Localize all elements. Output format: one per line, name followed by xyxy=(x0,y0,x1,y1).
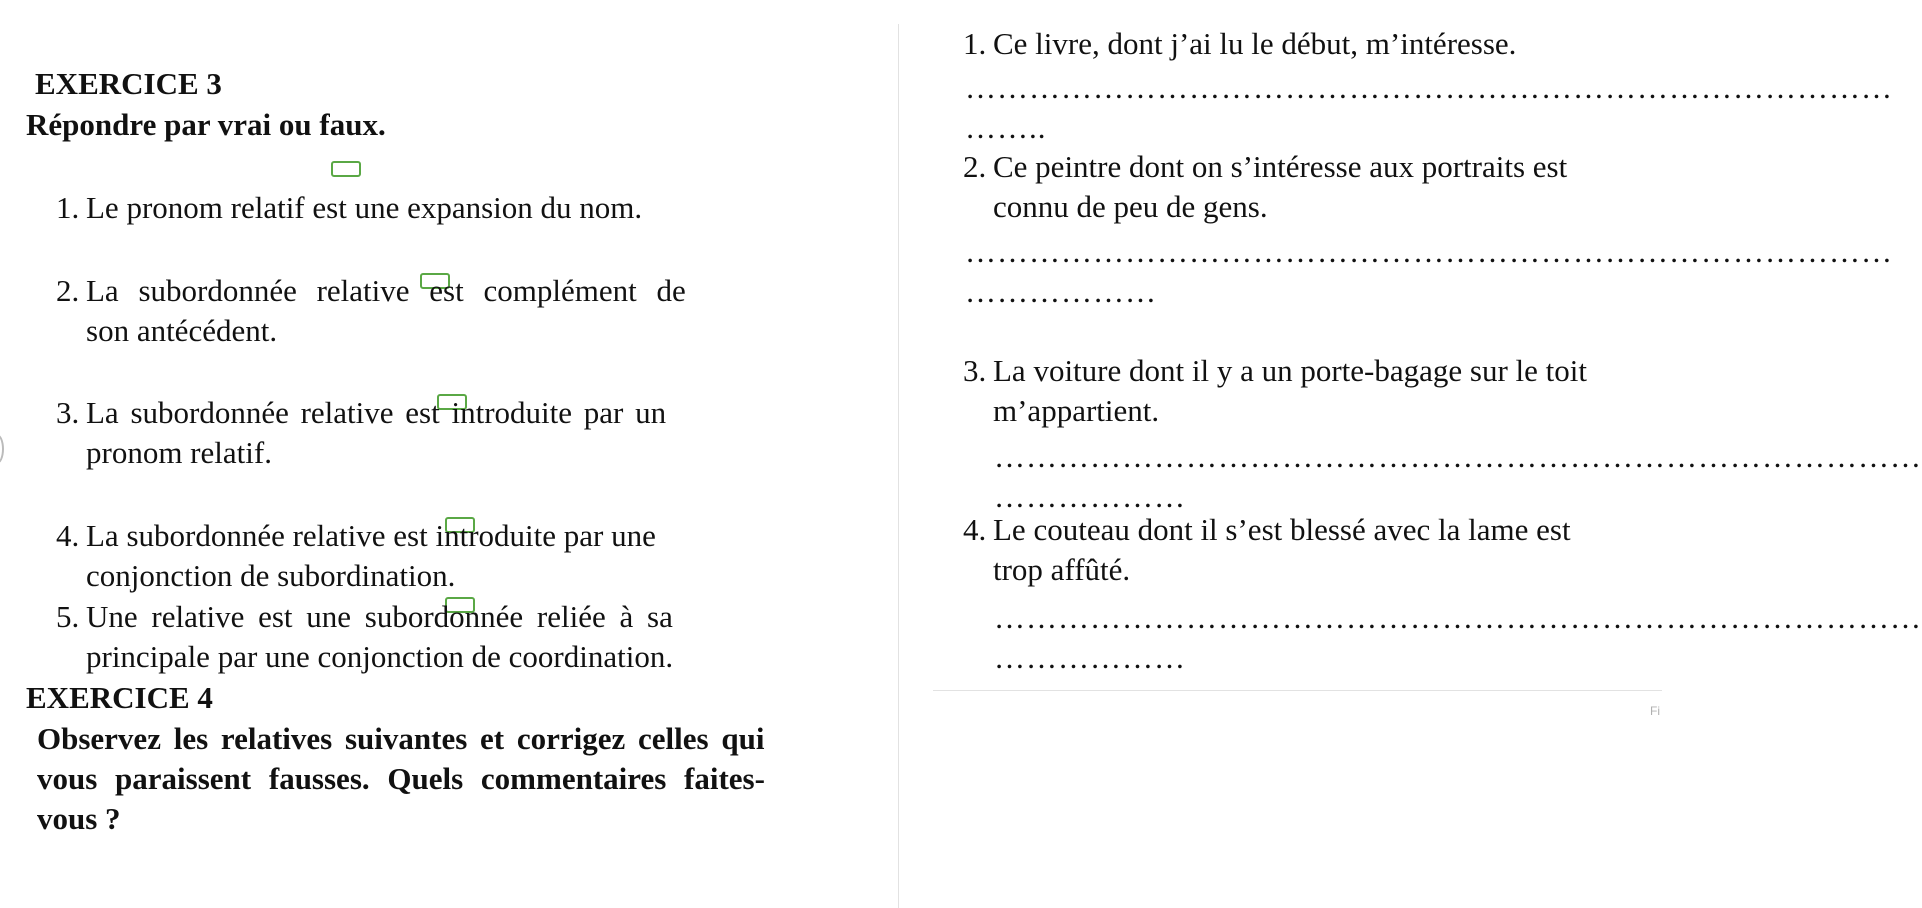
ex3-item-3-line-2: pronom relatif. xyxy=(86,435,272,470)
ex3-item-2-line-2: son antécédent. xyxy=(86,313,278,348)
ex3-item-1-text: Le pronom relatif est une expansion du nom. xyxy=(86,190,643,225)
ex4-answer-line-3b[interactable]: ……………… xyxy=(994,479,1186,514)
ex4-item-3-line-1: La voiture dont il y a un porte-bagage sur le toit xyxy=(993,353,1587,388)
ex4-answer-line-2b[interactable]: ……………… xyxy=(965,274,1157,309)
exercise-3-instruction: Répondre par vrai ou faux. xyxy=(26,107,386,142)
ex3-item-4-number: 4. xyxy=(56,518,80,553)
ex4-answer-line-1a[interactable]: …………………………………………………………………………… xyxy=(965,70,1893,105)
ex4-item-4-line-2: trop affûté. xyxy=(993,552,1131,587)
ex3-item-4-line-2: conjonction de subordination. xyxy=(86,558,456,593)
ex4-item-2-line-2: connu de peu de gens. xyxy=(993,189,1268,224)
ex3-item-2-line-1: La subordonnée relative est complément de xyxy=(86,273,686,308)
ex4-item-1-number: 1. xyxy=(963,26,987,61)
exercise-4-title: EXERCICE 4 xyxy=(26,680,213,715)
ex4-answer-line-4a[interactable]: …………………………………………………………………………… xyxy=(994,600,1922,635)
ex4-item-4-number: 4. xyxy=(963,512,987,547)
exercise-4-instruction-line-3: vous ? xyxy=(37,801,121,836)
ex4-item-2-number: 2. xyxy=(963,149,987,184)
exercise-4-instruction-line-1: Observez les relatives suivantes et corrigez celles qui xyxy=(37,721,765,756)
ex4-item-4-line-1: Le couteau dont il s’est blessé avec la lame est xyxy=(993,512,1571,547)
corner-fragment-text: Fi xyxy=(1650,704,1660,718)
exercise-3-title: EXERCICE 3 xyxy=(35,66,222,101)
ex3-item-3-number: 3. xyxy=(56,395,80,430)
ex4-item-3-number: 3. xyxy=(963,353,987,388)
exercise-4-instruction-line-2: vous paraissent fausses. Quels commentaires faites- xyxy=(37,761,765,796)
ex4-answer-line-3a[interactable]: …………………………………………………………………………… xyxy=(994,439,1922,474)
ex3-item-1-number: 1. xyxy=(56,190,80,225)
ex4-item-1-text: Ce livre, dont j’ai lu le début, m’intéresse. xyxy=(993,26,1517,61)
section-divider xyxy=(933,690,1662,691)
page-edge-mark xyxy=(0,434,4,464)
ex3-item-2-number: 2. xyxy=(56,273,80,308)
ex3-item-4-line-1: La subordonnée relative est introduite par une xyxy=(86,518,656,553)
ex4-answer-line-2a[interactable]: …………………………………………………………………………… xyxy=(965,234,1893,269)
ex3-item-5-line-1: Une relative est une subordonnée reliée à sa xyxy=(86,599,673,634)
answer-checkbox-1[interactable] xyxy=(331,161,361,177)
ex3-item-3-line-1: La subordonnée relative est introduite par un xyxy=(86,395,667,430)
ex4-item-2-line-1: Ce peintre dont on s’intéresse aux portraits est xyxy=(993,149,1568,184)
ex4-item-3-line-2: m’appartient. xyxy=(993,393,1160,428)
ex4-answer-line-1b[interactable]: …….. xyxy=(965,110,1047,145)
column-divider xyxy=(898,24,899,908)
ex3-item-5-number: 5. xyxy=(56,599,80,634)
ex3-item-5-line-2: principale par une conjonction de coordination. xyxy=(86,639,674,674)
ex4-answer-line-4b[interactable]: ……………… xyxy=(994,640,1186,675)
